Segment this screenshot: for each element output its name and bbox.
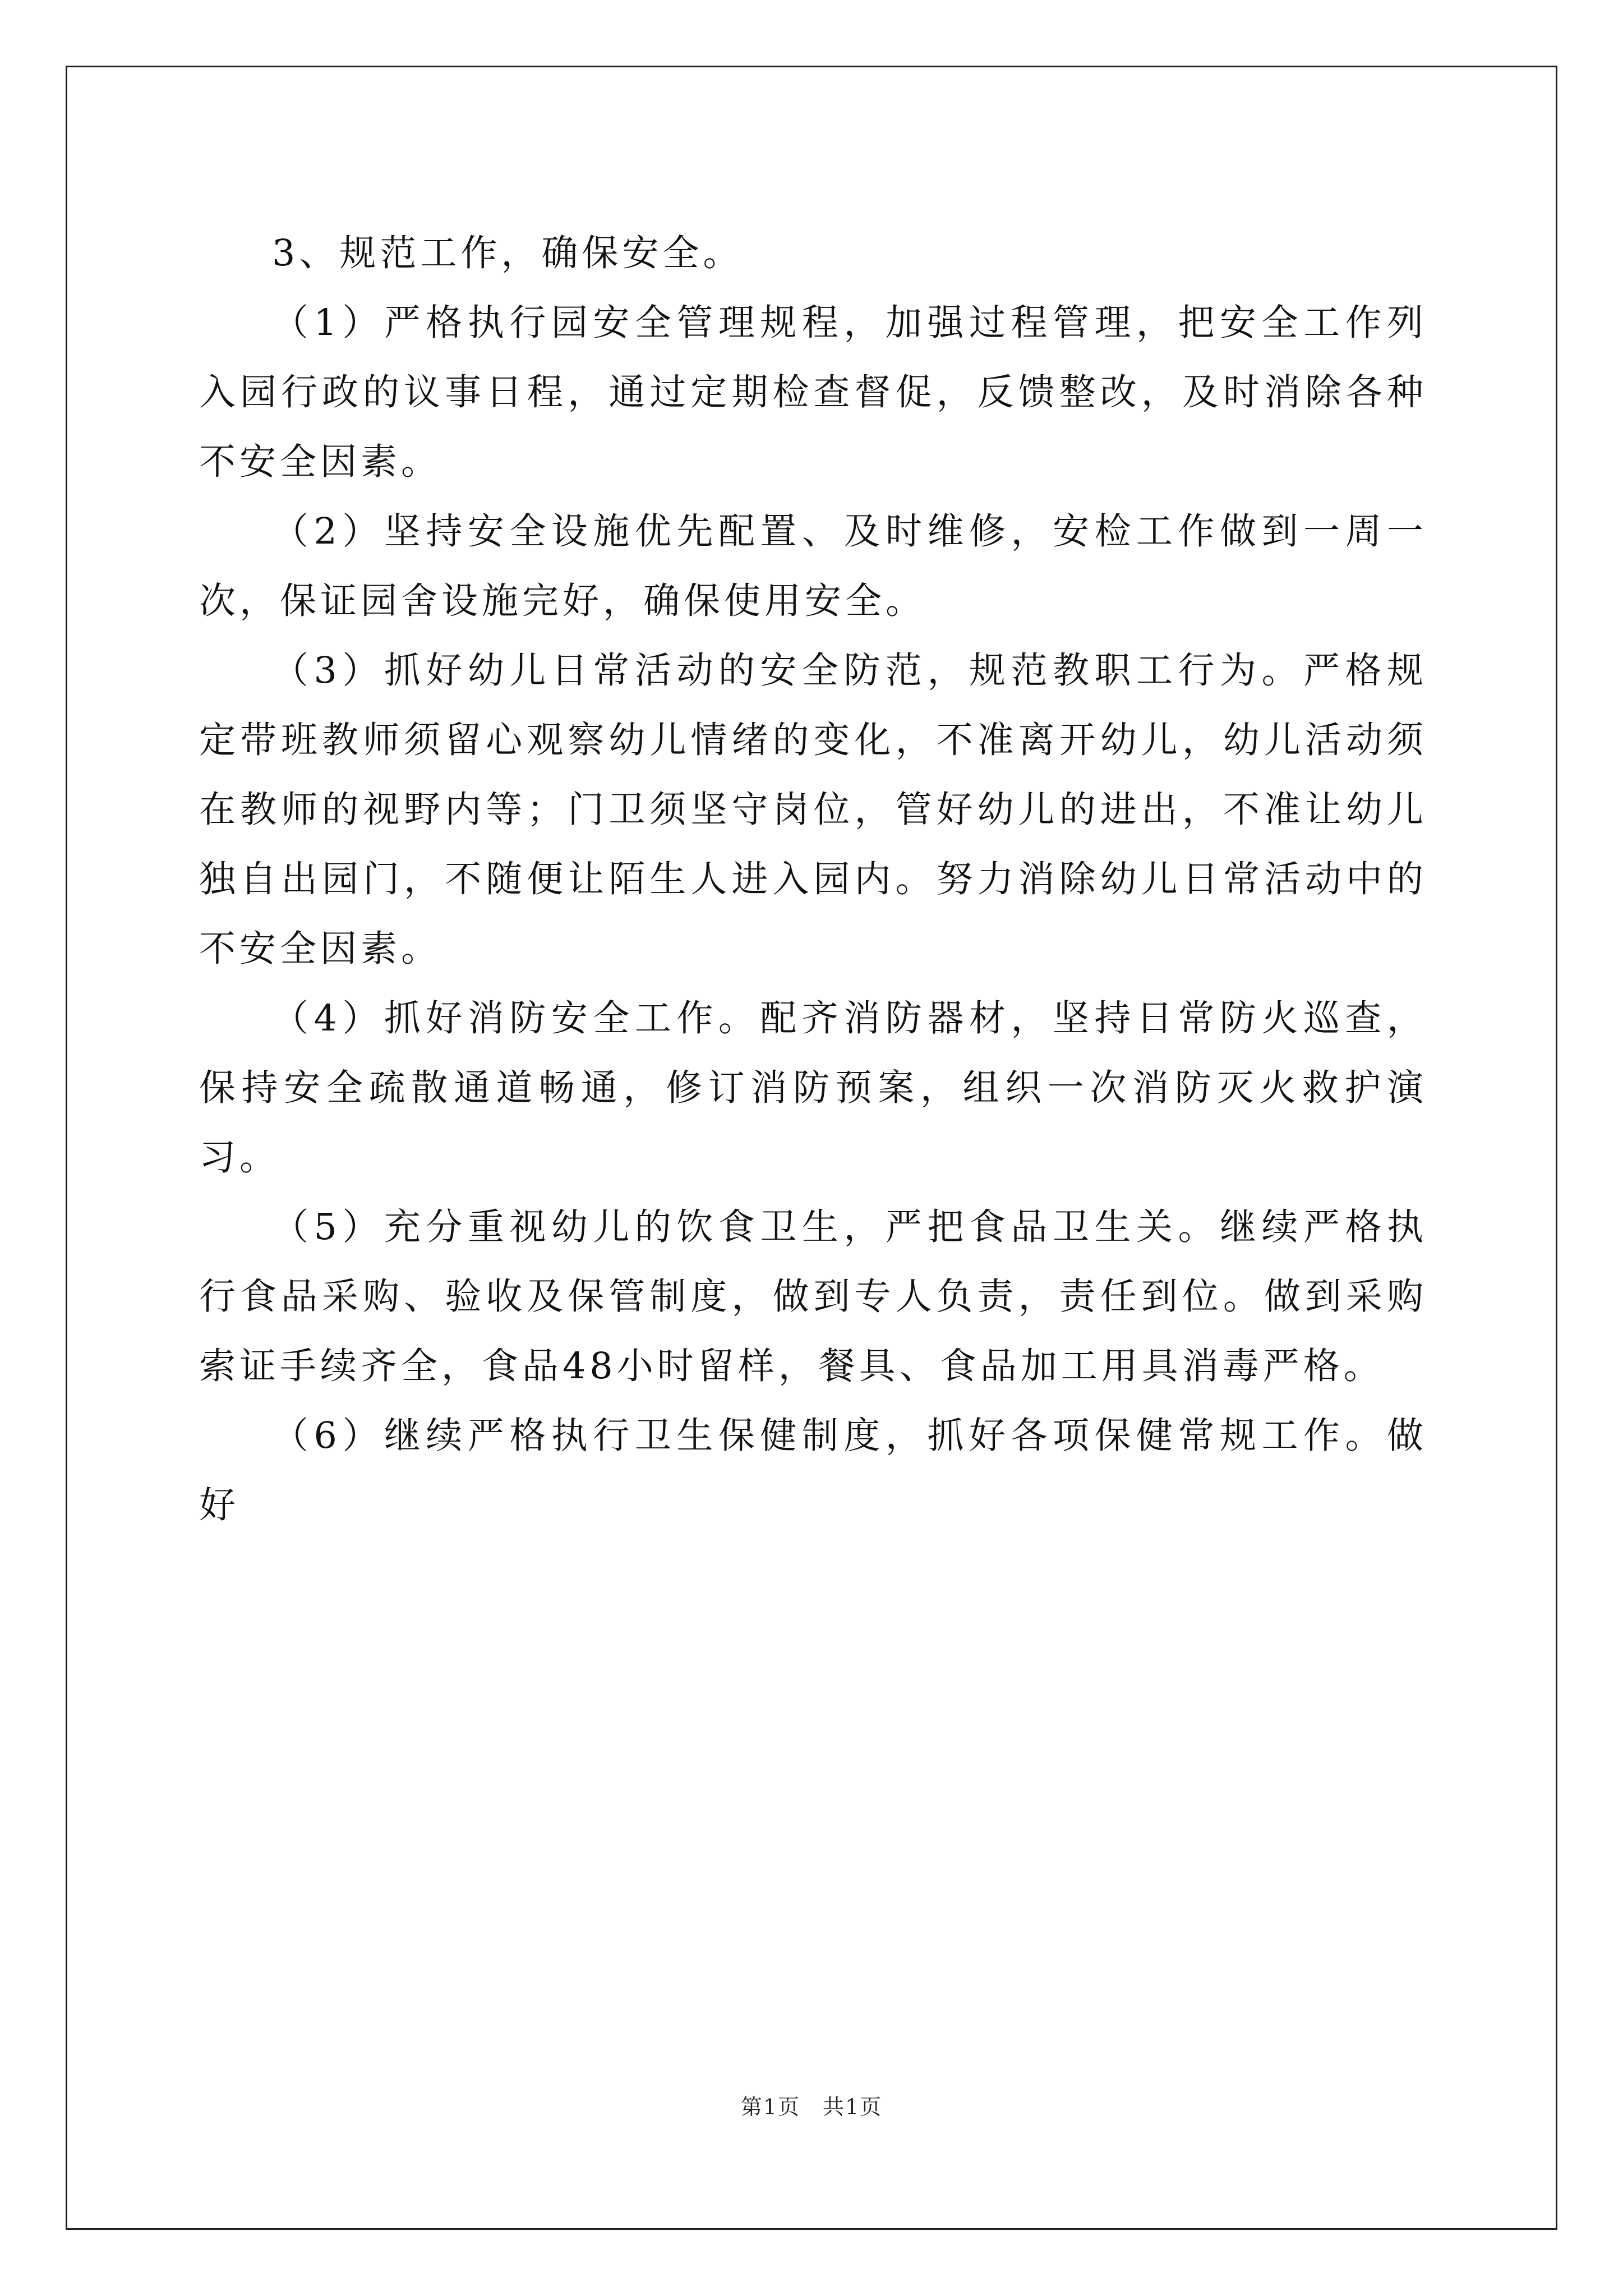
document-body <box>199 219 1427 1540</box>
paragraph-4: （4）抓好消防安全工作。配齐消防器材，坚持日常防火巡查，保持安全疏散通道畅通，修订消防预案，组织一次消防灭火救护演习。 <box>199 997 1427 1179</box>
section-heading: 3、规范工作，确保安全。 <box>272 232 744 274</box>
paragraph-2: （2）坚持安全设施优先配置、及时维修，安检工作做到一周一次，保证园舍设施完好，确保使用安全。 <box>199 510 1427 622</box>
paragraph-3: （3）抓好幼儿日常活动的安全防范，规范教职工行为。严格规定带班教师须留心观察幼儿情绪的变化，不准离开幼儿，幼儿活动须在教师的视野内等；门卫须坚守岗位，管好幼儿的进出，不准让幼儿独自出园门，不随便让陌生人进入园内。努力消除幼儿日常活动中的不安全因素。 <box>199 650 1427 970</box>
page-number-footer: 第1页 共1页 <box>740 2095 883 2119</box>
paragraph-1: （1）严格执行园安全管理规程，加强过程管理，把安全工作列入园行政的议事日程，通过定期检查督促，反馈整改，及时消除各种不安全因素。 <box>199 302 1427 483</box>
paragraph-5: （5）充分重视幼儿的饮食卫生，严把食品卫生关。继续严格执行食品采购、验收及保管制度，做到专人负责，责任到位。做到采购索证手续齐全，食品48小时留样，餐具、食品加工用具消毒严格。 <box>199 1206 1427 1387</box>
paragraph-6: （6）继续严格执行卫生保健制度，抓好各项保健常规工作。做好 <box>199 1415 1427 1526</box>
